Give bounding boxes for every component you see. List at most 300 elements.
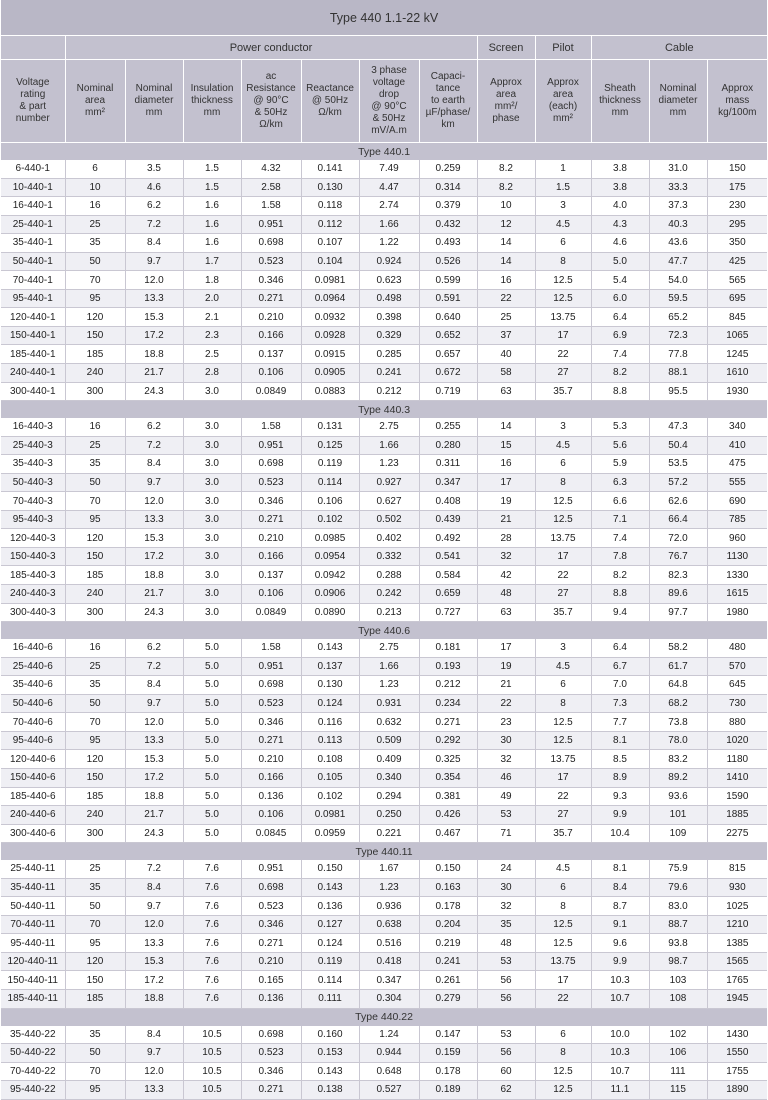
table-cell: 22 bbox=[535, 989, 591, 1008]
table-cell: 1210 bbox=[707, 915, 767, 934]
table-cell: 0.304 bbox=[359, 989, 419, 1008]
table-cell: 7.1 bbox=[591, 510, 649, 529]
table-cell: 0.136 bbox=[241, 989, 301, 1008]
table-cell: 83.2 bbox=[649, 750, 707, 769]
table-cell: 0.106 bbox=[241, 364, 301, 383]
table-cell: 7.6 bbox=[183, 878, 241, 897]
table-cell: 3.0 bbox=[183, 510, 241, 529]
table-cell: 35.7 bbox=[535, 382, 591, 401]
table-cell: 78.0 bbox=[649, 731, 707, 750]
table-cell: 570 bbox=[707, 657, 767, 676]
table-cell: 0.418 bbox=[359, 952, 419, 971]
part-number-cell: 150-440-6 bbox=[1, 768, 65, 787]
table-row bbox=[1, 750, 767, 769]
part-number-cell: 70-440-6 bbox=[1, 713, 65, 732]
table-cell: 0.311 bbox=[419, 455, 477, 474]
table-cell: 0.698 bbox=[241, 234, 301, 253]
table-cell: 4.5 bbox=[535, 860, 591, 878]
table-cell: 13.3 bbox=[125, 1081, 183, 1100]
table-cell: 1.66 bbox=[359, 215, 419, 234]
table-cell: 33.3 bbox=[649, 178, 707, 197]
table-cell: 56 bbox=[477, 971, 535, 990]
table-cell: 21.7 bbox=[125, 585, 183, 604]
table-row bbox=[1, 989, 767, 1008]
table-cell: 7.4 bbox=[591, 345, 649, 364]
table-cell: 730 bbox=[707, 694, 767, 713]
table-cell: 295 bbox=[707, 215, 767, 234]
table-cell: 3 bbox=[535, 418, 591, 436]
table-cell: 76.7 bbox=[649, 547, 707, 566]
table-cell: 0.432 bbox=[419, 215, 477, 234]
table-cell: 10.3 bbox=[591, 971, 649, 990]
cable-spec-sheet bbox=[1, 0, 767, 1100]
table-cell: 22 bbox=[477, 289, 535, 308]
table-cell: 16 bbox=[65, 639, 125, 657]
table-cell: 185 bbox=[65, 345, 125, 364]
part-number-cell: 50-440-3 bbox=[1, 473, 65, 492]
table-cell: 15.3 bbox=[125, 952, 183, 971]
table-cell: 60 bbox=[477, 1062, 535, 1081]
table-cell: 0.124 bbox=[301, 934, 359, 953]
table-cell: 50 bbox=[65, 694, 125, 713]
table-cell: 10.7 bbox=[591, 989, 649, 1008]
table-cell: 0.924 bbox=[359, 252, 419, 271]
table-cell: 0.402 bbox=[359, 529, 419, 548]
table-cell: 0.116 bbox=[301, 713, 359, 732]
table-row bbox=[1, 252, 767, 271]
part-number-cell: 95-440-11 bbox=[1, 934, 65, 953]
table-cell: 3.0 bbox=[183, 585, 241, 604]
table-cell: 6.3 bbox=[591, 473, 649, 492]
table-cell: 0.104 bbox=[301, 252, 359, 271]
table-cell: 0.159 bbox=[419, 1044, 477, 1063]
table-cell: 0.698 bbox=[241, 455, 301, 474]
part-number-cell: 70-440-3 bbox=[1, 492, 65, 511]
table-cell: 56 bbox=[477, 989, 535, 1008]
table-cell: 0.137 bbox=[241, 566, 301, 585]
table-cell: 0.0981 bbox=[301, 806, 359, 825]
table-cell: 2.74 bbox=[359, 197, 419, 216]
table-cell: 120 bbox=[65, 952, 125, 971]
table-cell: 1.58 bbox=[241, 418, 301, 436]
table-cell: 0.523 bbox=[241, 252, 301, 271]
part-number-cell: 35-440-6 bbox=[1, 676, 65, 695]
table-cell: 72.3 bbox=[649, 326, 707, 345]
table-cell: 79.6 bbox=[649, 878, 707, 897]
table-cell: 58.2 bbox=[649, 639, 707, 657]
table-cell: 8 bbox=[535, 252, 591, 271]
table-cell: 0.523 bbox=[241, 1044, 301, 1063]
table-cell: 24.3 bbox=[125, 824, 183, 843]
table-cell: 8.5 bbox=[591, 750, 649, 769]
table-cell: 18.8 bbox=[125, 566, 183, 585]
table-cell: 12.0 bbox=[125, 271, 183, 290]
table-cell: 9.7 bbox=[125, 1044, 183, 1063]
table-row bbox=[1, 934, 767, 953]
col-header-nominal-area: Nominal area mm² bbox=[65, 60, 125, 143]
table-cell: 6 bbox=[535, 676, 591, 695]
table-cell: 0.294 bbox=[359, 787, 419, 806]
table-title: Type 440 1.1-22 kV bbox=[1, 0, 767, 36]
table-cell: 10.7 bbox=[591, 1062, 649, 1081]
table-cell: 0.106 bbox=[241, 806, 301, 825]
table-cell: 0.698 bbox=[241, 1026, 301, 1044]
table-cell: 7.4 bbox=[591, 529, 649, 548]
table-cell: 0.106 bbox=[241, 585, 301, 604]
table-cell: 1385 bbox=[707, 934, 767, 953]
table-cell: 12.5 bbox=[535, 289, 591, 308]
table-cell: 0.271 bbox=[241, 1081, 301, 1100]
table-cell: 50 bbox=[65, 897, 125, 916]
table-cell: 75.9 bbox=[649, 860, 707, 878]
table-cell: 12.0 bbox=[125, 1062, 183, 1081]
table-cell: 0.638 bbox=[359, 915, 419, 934]
table-cell: 9.3 bbox=[591, 787, 649, 806]
table-cell: 1930 bbox=[707, 382, 767, 401]
table-cell: 30 bbox=[477, 878, 535, 897]
table-cell: 480 bbox=[707, 639, 767, 657]
table-cell: 50 bbox=[65, 473, 125, 492]
table-cell: 2.8 bbox=[183, 364, 241, 383]
part-number-cell: 10-440-1 bbox=[1, 178, 65, 197]
table-cell: 5.3 bbox=[591, 418, 649, 436]
part-number-cell: 70-440-22 bbox=[1, 1062, 65, 1081]
table-cell: 19 bbox=[477, 492, 535, 511]
table-cell: 8 bbox=[535, 1044, 591, 1063]
table-cell: 63 bbox=[477, 382, 535, 401]
table-cell: 8.9 bbox=[591, 768, 649, 787]
table-cell: 1980 bbox=[707, 603, 767, 622]
table-cell: 54.0 bbox=[649, 271, 707, 290]
table-cell: 13.75 bbox=[535, 952, 591, 971]
table-cell: 23 bbox=[477, 713, 535, 732]
table-row bbox=[1, 603, 767, 622]
table-cell: 72.0 bbox=[649, 529, 707, 548]
table-cell: 960 bbox=[707, 529, 767, 548]
table-cell: 10 bbox=[477, 197, 535, 216]
table-cell: 1.5 bbox=[183, 160, 241, 178]
table-cell: 0.130 bbox=[301, 676, 359, 695]
table-cell: 35 bbox=[65, 1026, 125, 1044]
table-cell: 150 bbox=[65, 326, 125, 345]
table-cell: 8.7 bbox=[591, 897, 649, 916]
table-cell: 930 bbox=[707, 878, 767, 897]
table-cell: 1180 bbox=[707, 750, 767, 769]
table-cell: 48 bbox=[477, 934, 535, 953]
table-cell: 0.0906 bbox=[301, 585, 359, 604]
table-cell: 12.5 bbox=[535, 713, 591, 732]
table-cell: 3.0 bbox=[183, 547, 241, 566]
table-cell: 2.1 bbox=[183, 308, 241, 327]
table-cell: 0.659 bbox=[419, 585, 477, 604]
table-cell: 340 bbox=[707, 418, 767, 436]
table-row bbox=[1, 160, 767, 178]
table-cell: 6 bbox=[535, 455, 591, 474]
table-cell: 1765 bbox=[707, 971, 767, 990]
table-cell: 56 bbox=[477, 1044, 535, 1063]
table-cell: 845 bbox=[707, 308, 767, 327]
table-cell: 27 bbox=[535, 364, 591, 383]
table-cell: 475 bbox=[707, 455, 767, 474]
table-cell: 0.163 bbox=[419, 878, 477, 897]
table-cell: 120 bbox=[65, 529, 125, 548]
table-cell: 0.212 bbox=[359, 382, 419, 401]
col-header-voltage-rating: Voltage rating & part number bbox=[1, 60, 65, 143]
table-cell: 0.0890 bbox=[301, 603, 359, 622]
table-cell: 21 bbox=[477, 510, 535, 529]
table-cell: 1330 bbox=[707, 566, 767, 585]
table-cell: 6 bbox=[65, 160, 125, 178]
table-cell: 0.516 bbox=[359, 934, 419, 953]
table-cell: 0.408 bbox=[419, 492, 477, 511]
table-cell: 6.4 bbox=[591, 308, 649, 327]
table-row bbox=[1, 694, 767, 713]
table-cell: 0.204 bbox=[419, 915, 477, 934]
table-cell: 27 bbox=[535, 806, 591, 825]
part-number-cell: 120-440-11 bbox=[1, 952, 65, 971]
table-cell: 15.3 bbox=[125, 308, 183, 327]
table-row bbox=[1, 178, 767, 197]
table-cell: 1.23 bbox=[359, 676, 419, 695]
table-cell: 1.66 bbox=[359, 436, 419, 455]
table-cell: 5.0 bbox=[183, 657, 241, 676]
table-cell: 0.136 bbox=[301, 897, 359, 916]
table-cell: 12.0 bbox=[125, 713, 183, 732]
table-cell: 300 bbox=[65, 382, 125, 401]
part-number-cell: 95-440-22 bbox=[1, 1081, 65, 1100]
table-cell: 10.5 bbox=[183, 1026, 241, 1044]
table-cell: 0.541 bbox=[419, 547, 477, 566]
table-cell: 185 bbox=[65, 989, 125, 1008]
table-cell: 410 bbox=[707, 436, 767, 455]
table-cell: 35 bbox=[65, 455, 125, 474]
table-cell: 10 bbox=[65, 178, 125, 197]
col-header-voltage-drop: 3 phase voltage drop @ 90°C & 50Hz mV/A.m bbox=[359, 60, 419, 143]
table-cell: 16 bbox=[477, 271, 535, 290]
table-cell: 695 bbox=[707, 289, 767, 308]
table-cell: 0.379 bbox=[419, 197, 477, 216]
table-cell: 690 bbox=[707, 492, 767, 511]
table-cell: 0.354 bbox=[419, 768, 477, 787]
table-row bbox=[1, 952, 767, 971]
table-cell: 9.6 bbox=[591, 934, 649, 953]
table-cell: 0.210 bbox=[241, 529, 301, 548]
table-cell: 13.3 bbox=[125, 289, 183, 308]
table-cell: 7.49 bbox=[359, 160, 419, 178]
table-cell: 4.5 bbox=[535, 657, 591, 676]
section-header-row bbox=[1, 622, 767, 640]
table-cell: 13.3 bbox=[125, 510, 183, 529]
table-cell: 0.314 bbox=[419, 178, 477, 197]
table-cell: 0.271 bbox=[241, 289, 301, 308]
table-cell: 1755 bbox=[707, 1062, 767, 1081]
section-title: Type 440.3 bbox=[1, 401, 767, 419]
table-cell: 0.150 bbox=[301, 860, 359, 878]
table-cell: 17 bbox=[535, 547, 591, 566]
table-cell: 1.58 bbox=[241, 639, 301, 657]
table-cell: 8.4 bbox=[125, 455, 183, 474]
table-cell: 1.58 bbox=[241, 197, 301, 216]
table-cell: 0.347 bbox=[359, 971, 419, 990]
table-cell: 70 bbox=[65, 713, 125, 732]
table-cell: 3 bbox=[535, 639, 591, 657]
table-cell: 1.23 bbox=[359, 878, 419, 897]
table-cell: 1065 bbox=[707, 326, 767, 345]
table-cell: 3.0 bbox=[183, 436, 241, 455]
table-row bbox=[1, 547, 767, 566]
table-cell: 1245 bbox=[707, 345, 767, 364]
table-cell: 12.5 bbox=[535, 492, 591, 511]
table-cell: 0.150 bbox=[419, 860, 477, 878]
table-cell: 2.5 bbox=[183, 345, 241, 364]
table-cell: 0.346 bbox=[241, 271, 301, 290]
part-number-cell: 150-440-11 bbox=[1, 971, 65, 990]
table-cell: 555 bbox=[707, 473, 767, 492]
table-cell: 5.0 bbox=[183, 824, 241, 843]
table-cell: 0.118 bbox=[301, 197, 359, 216]
part-number-cell: 25-440-1 bbox=[1, 215, 65, 234]
table-row bbox=[1, 585, 767, 604]
part-number-cell: 25-440-6 bbox=[1, 657, 65, 676]
table-cell: 7.6 bbox=[183, 971, 241, 990]
table-cell: 65.2 bbox=[649, 308, 707, 327]
table-cell: 4.5 bbox=[535, 215, 591, 234]
table-cell: 0.111 bbox=[301, 989, 359, 1008]
table-cell: 5.6 bbox=[591, 436, 649, 455]
table-cell: 150 bbox=[65, 547, 125, 566]
table-cell: 1410 bbox=[707, 768, 767, 787]
table-cell: 1 bbox=[535, 160, 591, 178]
table-cell: 0.210 bbox=[241, 308, 301, 327]
table-cell: 88.7 bbox=[649, 915, 707, 934]
table-cell: 89.6 bbox=[649, 585, 707, 604]
table-cell: 0.124 bbox=[301, 694, 359, 713]
table-cell: 1550 bbox=[707, 1044, 767, 1063]
table-cell: 1890 bbox=[707, 1081, 767, 1100]
table-cell: 6.9 bbox=[591, 326, 649, 345]
table-cell: 13.3 bbox=[125, 731, 183, 750]
section-header-row bbox=[1, 843, 767, 861]
table-cell: 8.8 bbox=[591, 382, 649, 401]
table-cell: 3.0 bbox=[183, 473, 241, 492]
table-cell: 1.8 bbox=[183, 271, 241, 290]
table-cell: 0.219 bbox=[419, 934, 477, 953]
table-cell: 6.0 bbox=[591, 289, 649, 308]
table-cell: 0.160 bbox=[301, 1026, 359, 1044]
table-cell: 15.3 bbox=[125, 529, 183, 548]
table-cell: 14 bbox=[477, 418, 535, 436]
table-cell: 5.0 bbox=[183, 713, 241, 732]
table-cell: 0.288 bbox=[359, 566, 419, 585]
table-row bbox=[1, 897, 767, 916]
table-cell: 300 bbox=[65, 603, 125, 622]
table-cell: 0.292 bbox=[419, 731, 477, 750]
table-cell: 8.4 bbox=[125, 1026, 183, 1044]
part-number-cell: 240-440-6 bbox=[1, 806, 65, 825]
table-cell: 7.2 bbox=[125, 215, 183, 234]
table-row bbox=[1, 824, 767, 843]
table-cell: 4.6 bbox=[591, 234, 649, 253]
part-number-cell: 95-440-6 bbox=[1, 731, 65, 750]
table-cell: 0.255 bbox=[419, 418, 477, 436]
table-cell: 109 bbox=[649, 824, 707, 843]
table-cell: 48 bbox=[477, 585, 535, 604]
table-row bbox=[1, 971, 767, 990]
table-cell: 35.7 bbox=[535, 603, 591, 622]
table-cell: 0.165 bbox=[241, 971, 301, 990]
table-cell: 32 bbox=[477, 750, 535, 769]
table-cell: 0.346 bbox=[241, 713, 301, 732]
table-cell: 0.346 bbox=[241, 492, 301, 511]
table-cell: 150 bbox=[65, 971, 125, 990]
table-cell: 6 bbox=[535, 234, 591, 253]
table-cell: 3.8 bbox=[591, 178, 649, 197]
table-cell: 0.113 bbox=[301, 731, 359, 750]
table-cell: 150 bbox=[65, 768, 125, 787]
table-cell: 0.409 bbox=[359, 750, 419, 769]
table-cell: 53 bbox=[477, 806, 535, 825]
table-cell: 3.0 bbox=[183, 418, 241, 436]
table-cell: 6.2 bbox=[125, 639, 183, 657]
table-cell: 0.493 bbox=[419, 234, 477, 253]
table-cell: 16 bbox=[477, 455, 535, 474]
table-cell: 1.66 bbox=[359, 657, 419, 676]
table-cell: 8.1 bbox=[591, 731, 649, 750]
table-cell: 0.107 bbox=[301, 234, 359, 253]
table-cell: 14 bbox=[477, 252, 535, 271]
table-cell: 0.119 bbox=[301, 952, 359, 971]
table-row bbox=[1, 234, 767, 253]
table-cell: 3.0 bbox=[183, 529, 241, 548]
table-cell: 3.0 bbox=[183, 382, 241, 401]
table-cell: 40.3 bbox=[649, 215, 707, 234]
table-row bbox=[1, 1081, 767, 1100]
table-cell: 31.0 bbox=[649, 160, 707, 178]
spec-table-body bbox=[1, 143, 767, 1100]
table-cell: 9.9 bbox=[591, 952, 649, 971]
table-cell: 101 bbox=[649, 806, 707, 825]
table-cell: 1615 bbox=[707, 585, 767, 604]
table-cell: 62.6 bbox=[649, 492, 707, 511]
table-cell: 1.23 bbox=[359, 455, 419, 474]
table-cell: 8.4 bbox=[125, 676, 183, 695]
table-cell: 0.640 bbox=[419, 308, 477, 327]
table-cell: 0.346 bbox=[241, 1062, 301, 1081]
table-cell: 4.5 bbox=[535, 436, 591, 455]
table-cell: 12.5 bbox=[535, 271, 591, 290]
table-cell: 6.6 bbox=[591, 492, 649, 511]
table-cell: 0.210 bbox=[241, 750, 301, 769]
table-cell: 0.105 bbox=[301, 768, 359, 787]
table-row bbox=[1, 492, 767, 511]
table-cell: 0.234 bbox=[419, 694, 477, 713]
table-cell: 5.0 bbox=[183, 731, 241, 750]
table-cell: 0.698 bbox=[241, 676, 301, 695]
table-cell: 785 bbox=[707, 510, 767, 529]
table-cell: 21 bbox=[477, 676, 535, 695]
table-cell: 35 bbox=[65, 234, 125, 253]
table-cell: 102 bbox=[649, 1026, 707, 1044]
table-cell: 2.75 bbox=[359, 418, 419, 436]
table-cell: 8 bbox=[535, 897, 591, 916]
table-row bbox=[1, 289, 767, 308]
table-cell: 0.509 bbox=[359, 731, 419, 750]
table-cell: 8.4 bbox=[591, 878, 649, 897]
table-cell: 7.6 bbox=[183, 897, 241, 916]
table-cell: 0.130 bbox=[301, 178, 359, 197]
table-cell: 3.0 bbox=[183, 492, 241, 511]
table-cell: 11.1 bbox=[591, 1081, 649, 1100]
